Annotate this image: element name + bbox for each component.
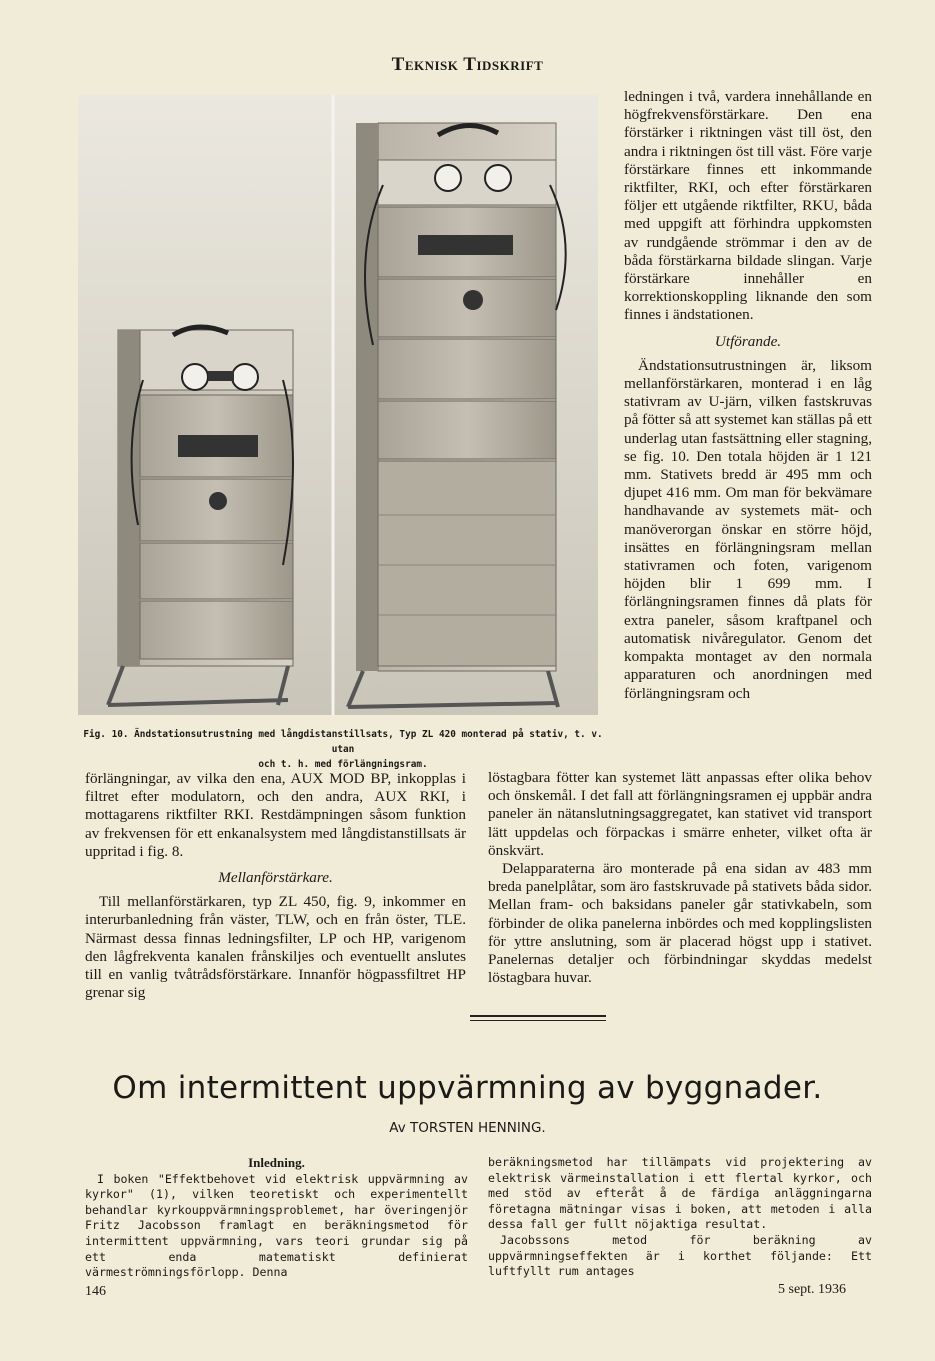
lower-left-column [85, 770, 466, 1002]
subheading: Mellanförstärkare. [218, 869, 333, 887]
issue-date: 5 sept. 1936 [778, 1282, 847, 1297]
paragraph: löstagbara fötter kan systemet lätt anpassas efter olika behov och önskemål. I det fall att förlängningsramen ej uppbär andra paneler än nätanslutningsaggregatet, kan stativet vid transport lätt uppdelas och förpackas i smärre enheter, vilket ofta är önskvärt. [488, 769, 872, 859]
divider [470, 1015, 606, 1017]
right-rack [348, 123, 566, 707]
caption-line-1: Fig. 10. Ändstationsutrustning med långdistanstillsats, Typ ZL 420 monterad på stativ, t. v. utan [83, 729, 603, 755]
left-rack [108, 327, 293, 705]
lower-right-column [488, 769, 872, 987]
figure-photo [78, 95, 598, 715]
paragraph: I boken "Effektbehovet vid elektrisk uppvärmning av kyrkor" (1), vilken teoretiskt och experimentellt behandlar kyrkouppvärmningsproblemet, har överingenjör Fritz Jacobsson framlagt en beräkningsmetod för intermittent uppvärmning, vars teori grundar sig på ett enda matematiskt definierat värmeströmningsförlopp. Denna [85, 1171, 468, 1280]
equipment-racks-illustration [78, 95, 598, 715]
paragraph: ledningen i två, vardera innehållande en högfrekvensförstärkare. Den ena förstärker i riktningen väst till öst, den andra i riktningen öst till väst. Före varje förstärkare finnes ett inkommande riktfilter, RKI, och efter förstärkaren följer ett utgående riktfilter, RKU, båda med uppgift att förhindra uppkomsten av rundgående strömmar i den av de båda förstärkarna bildade slingan. Varje förstärkare innehåller en korrektionskoppling liknande den som finnes i ändstationen. [624, 88, 873, 324]
paragraph: Delapparaterna äro monterade på ena sidan av 483 mm breda panelplåtar, som äro fastskruvade på stativets båda sidor. Mellan fram- och baksidans paneler går stativkabeln, som förbinder de olika panelerna inbördes och med kopplingslisten för yttre anslutning, som är placerad högst upp i stativet. Panelernas detaljer och förbindningar skyddas medelst löstagbara huvar. [488, 860, 872, 987]
paragraph: Ändstationsutrustningen är, liksom mellanförstärkaren, monterad i en låg stativram av U-järn, vilken fastskruvas på fötter så att systemet kan ställas på ett underlag utan fastsättning eller stagning, se fig. 10. Den totala höjden är 1 121 mm. Stativets bredd är 495 mm och djupet 416 mm. Om man för bekvämare handhavande av systemets mät- och manöverorgan önskar en större höjd, insättes en förlängningsram mellan stativramen och foten, varigenom höjden blir 1 699 mm. I förlängningsramen finnes då plats för extra paneler, såsom kraftpanel och automatisk nivåregulator. Genom det kompakta montaget av den normala apparaturen och anordningen med förlängningsram och [624, 356, 872, 702]
subheading: Utförande. [714, 332, 782, 350]
divider [470, 1020, 606, 1021]
article-byline: Av TORSTEN HENNING. [389, 1120, 546, 1136]
masthead: Teknisk Tidskrift [391, 54, 544, 75]
paragraph: förlängningar, av vilka den ena, AUX MOD BP, inkopplas i filtret efter modulatorn, och den andra, AUX RKI, i mottagarens riktfilter RKI. Restdämpningen såsom funktion av frekvensen för ett enkanalsystem med långdistanstillsats är uppritad i fig. 8. [85, 770, 466, 860]
article-title: Om intermittent uppvärmning av byggnader. [112, 1070, 823, 1106]
article-right-column [488, 1155, 872, 1280]
section-heading: Inledning. [248, 1155, 305, 1170]
page-number: 146 [85, 1284, 106, 1299]
caption-line-2: och t. h. med förlängningsram. [258, 759, 428, 770]
paragraph: Till mellanförstärkaren, typ ZL 450, fig. 9, inkommer en interurbanledning från väster, TLW, och en från öster, TLE. Närmast dessa finnas ledningsfilter, LP och HP, varigenom den lågfrekventa kanalen frånskiljes och eventuellt anslutes till en vanlig tvåtrådsförstärkare. Innanför högpassfiltret HP grenar sig [85, 893, 466, 1002]
paragraph: beräkningsmetod har tillämpats vid projektering av elektrisk värmeinstallation i ett flertal kyrkor, och med stöd av efteråt å de färdiga anläggningarna företagna mätningar visas i boken, att metoden i alla dessa fall ger fullt nöjaktiga resultat. [488, 1155, 872, 1232]
figure-caption [78, 727, 608, 772]
paragraph: Jacobssons metod för beräkning av uppvärmningseffekten är i korthet följande: Ett luftfyllt rum antages [488, 1232, 872, 1279]
right-column-upper [624, 88, 872, 703]
article-left-column [85, 1155, 468, 1281]
